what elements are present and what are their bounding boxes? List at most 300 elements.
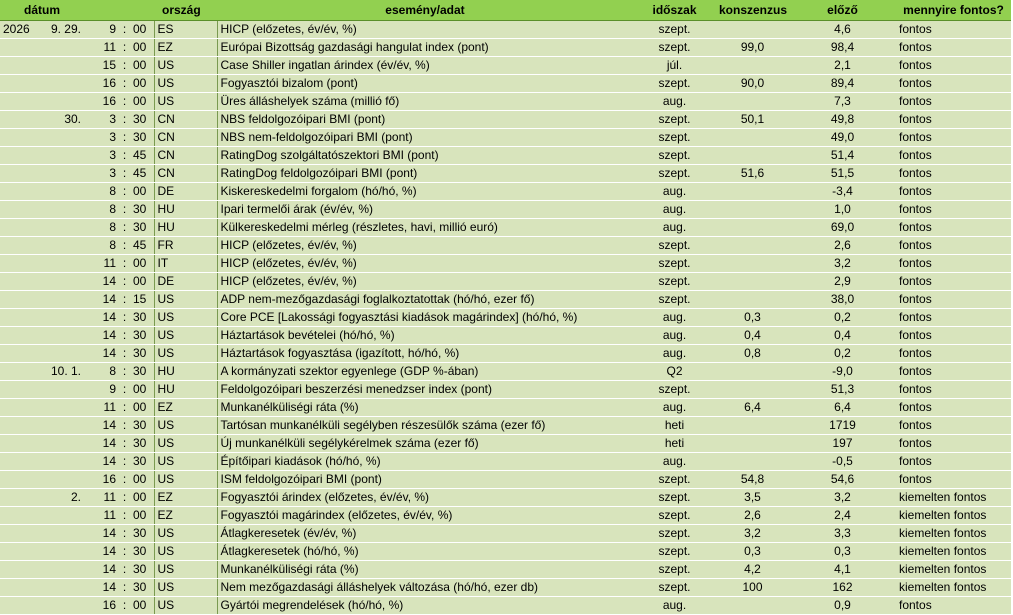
importance-cell: fontos xyxy=(896,291,1011,309)
importance-cell: fontos xyxy=(896,75,1011,93)
table-row xyxy=(0,435,1011,453)
event-cell: Munkanélküliségi ráta (%) xyxy=(217,561,633,579)
date-year-cell xyxy=(0,345,42,363)
previous-cell: 1,0 xyxy=(789,201,896,219)
period-cell: aug. xyxy=(633,597,716,615)
country-cell: US xyxy=(154,543,217,561)
importance-cell: fontos xyxy=(896,201,1011,219)
time-hour-cell: 14 xyxy=(84,291,120,309)
previous-cell: 2,4 xyxy=(789,507,896,525)
date-day-cell xyxy=(42,219,84,237)
importance-cell: kiemelten fontos xyxy=(896,507,1011,525)
time-minute-cell: 30 xyxy=(129,201,154,219)
consensus-cell: 54,8 xyxy=(716,471,789,489)
importance-cell: fontos xyxy=(896,129,1011,147)
event-cell: Feldolgozóipari beszerzési menedzser index (pont) xyxy=(217,381,633,399)
time-minute-cell: 30 xyxy=(129,345,154,363)
period-cell: szept. xyxy=(633,21,716,39)
period-cell: szept. xyxy=(633,273,716,291)
time-minute-cell: 00 xyxy=(129,489,154,507)
date-year-cell xyxy=(0,183,42,201)
previous-cell: 3,2 xyxy=(789,489,896,507)
time-hour-cell: 14 xyxy=(84,543,120,561)
event-cell: Ipari termelői árak (év/év, %) xyxy=(217,201,633,219)
event-cell: Építőipari kiadások (hó/hó, %) xyxy=(217,453,633,471)
time-separator: : xyxy=(120,75,129,93)
previous-cell: 2,1 xyxy=(789,57,896,75)
table-row xyxy=(0,291,1011,309)
date-year-cell xyxy=(0,273,42,291)
time-minute-cell: 00 xyxy=(129,93,154,111)
event-cell: Tartósan munkanélküli segélyben részesülők száma (ezer fő) xyxy=(217,417,633,435)
event-cell: HICP (előzetes, év/év, %) xyxy=(217,255,633,273)
date-year-cell xyxy=(0,525,42,543)
country-cell: US xyxy=(154,525,217,543)
table-row xyxy=(0,147,1011,165)
period-cell: aug. xyxy=(633,201,716,219)
date-day-cell xyxy=(42,273,84,291)
country-cell: ES xyxy=(154,21,217,39)
time-hour-cell: 14 xyxy=(84,579,120,597)
time-minute-cell: 00 xyxy=(129,273,154,291)
table-row xyxy=(0,489,1011,507)
time-separator: : xyxy=(120,417,129,435)
event-cell: HICP (előzetes, év/év, %) xyxy=(217,21,633,39)
consensus-cell: 51,6 xyxy=(716,165,789,183)
time-minute-cell: 30 xyxy=(129,129,154,147)
country-cell: US xyxy=(154,597,217,615)
time-separator: : xyxy=(120,579,129,597)
header-previous: előző xyxy=(789,0,896,21)
time-separator: : xyxy=(120,363,129,381)
event-cell: NBS nem-feldolgozóipari BMI (pont) xyxy=(217,129,633,147)
date-year-cell xyxy=(0,255,42,273)
table-row xyxy=(0,201,1011,219)
importance-cell: fontos xyxy=(896,165,1011,183)
period-cell: szept. xyxy=(633,147,716,165)
time-separator: : xyxy=(120,93,129,111)
event-cell: Fogyasztói bizalom (pont) xyxy=(217,75,633,93)
importance-cell: fontos xyxy=(896,471,1011,489)
date-day-cell xyxy=(42,543,84,561)
previous-cell: 2,9 xyxy=(789,273,896,291)
date-day-cell: 30. xyxy=(42,111,84,129)
consensus-cell xyxy=(716,237,789,255)
date-day-cell xyxy=(42,183,84,201)
date-day-cell xyxy=(42,453,84,471)
table-row xyxy=(0,363,1011,381)
table-row xyxy=(0,417,1011,435)
table-row xyxy=(0,561,1011,579)
country-cell: US xyxy=(154,93,217,111)
country-cell: US xyxy=(154,327,217,345)
time-separator: : xyxy=(120,219,129,237)
date-day-cell xyxy=(42,597,84,615)
date-day-cell xyxy=(42,381,84,399)
previous-cell: 0,3 xyxy=(789,543,896,561)
date-year-cell: 2026 xyxy=(0,21,42,39)
time-minute-cell: 00 xyxy=(129,471,154,489)
event-cell: Átlagkeresetek (hó/hó, %) xyxy=(217,543,633,561)
previous-cell: 69,0 xyxy=(789,219,896,237)
consensus-cell: 3,2 xyxy=(716,525,789,543)
time-hour-cell: 8 xyxy=(84,363,120,381)
event-cell: Európai Bizottság gazdasági hangulat index (pont) xyxy=(217,39,633,57)
importance-cell: fontos xyxy=(896,453,1011,471)
consensus-cell: 4,2 xyxy=(716,561,789,579)
previous-cell: 6,4 xyxy=(789,399,896,417)
country-cell: DE xyxy=(154,183,217,201)
event-cell: ISM feldolgozóipari BMI (pont) xyxy=(217,471,633,489)
time-hour-cell: 11 xyxy=(84,399,120,417)
date-year-cell xyxy=(0,309,42,327)
table-row xyxy=(0,237,1011,255)
date-year-cell xyxy=(0,327,42,345)
importance-cell: fontos xyxy=(896,381,1011,399)
time-hour-cell: 16 xyxy=(84,75,120,93)
period-cell: szept. xyxy=(633,237,716,255)
event-cell: Külkereskedelmi mérleg (részletes, havi, millió euró) xyxy=(217,219,633,237)
date-year-cell xyxy=(0,75,42,93)
date-day-cell xyxy=(42,201,84,219)
period-cell: aug. xyxy=(633,327,716,345)
time-hour-cell: 11 xyxy=(84,489,120,507)
table-row xyxy=(0,111,1011,129)
date-day-cell xyxy=(42,507,84,525)
time-minute-cell: 30 xyxy=(129,543,154,561)
time-separator: : xyxy=(120,327,129,345)
date-year-cell xyxy=(0,129,42,147)
period-cell: szept. xyxy=(633,507,716,525)
event-cell: Üres álláshelyek száma (millió fő) xyxy=(217,93,633,111)
date-year-cell xyxy=(0,399,42,417)
date-day-cell xyxy=(42,129,84,147)
consensus-cell xyxy=(716,255,789,273)
date-day-cell xyxy=(42,327,84,345)
time-hour-cell: 3 xyxy=(84,111,120,129)
time-hour-cell: 8 xyxy=(84,219,120,237)
previous-cell: 2,6 xyxy=(789,237,896,255)
importance-cell: fontos xyxy=(896,111,1011,129)
consensus-cell xyxy=(716,57,789,75)
date-day-cell xyxy=(42,93,84,111)
table-row xyxy=(0,273,1011,291)
previous-cell: -0,5 xyxy=(789,453,896,471)
importance-cell: fontos xyxy=(896,363,1011,381)
importance-cell: fontos xyxy=(896,57,1011,75)
consensus-cell: 90,0 xyxy=(716,75,789,93)
period-cell: szept. xyxy=(633,579,716,597)
time-minute-cell: 00 xyxy=(129,39,154,57)
time-separator: : xyxy=(120,273,129,291)
table-row xyxy=(0,327,1011,345)
country-cell: US xyxy=(154,345,217,363)
period-cell: aug. xyxy=(633,183,716,201)
period-cell: szept. xyxy=(633,471,716,489)
time-separator: : xyxy=(120,201,129,219)
time-separator: : xyxy=(120,507,129,525)
consensus-cell xyxy=(716,21,789,39)
time-separator: : xyxy=(120,543,129,561)
period-cell: aug. xyxy=(633,399,716,417)
event-cell: Gyártói megrendelések (hó/hó, %) xyxy=(217,597,633,615)
previous-cell: 49,8 xyxy=(789,111,896,129)
time-minute-cell: 30 xyxy=(129,525,154,543)
time-hour-cell: 14 xyxy=(84,327,120,345)
time-separator: : xyxy=(120,147,129,165)
time-minute-cell: 30 xyxy=(129,111,154,129)
table-row xyxy=(0,525,1011,543)
date-day-cell xyxy=(42,525,84,543)
time-separator: : xyxy=(120,345,129,363)
importance-cell: fontos xyxy=(896,597,1011,615)
period-cell: heti xyxy=(633,435,716,453)
date-year-cell xyxy=(0,579,42,597)
previous-cell: 51,3 xyxy=(789,381,896,399)
previous-cell: -3,4 xyxy=(789,183,896,201)
consensus-cell xyxy=(716,435,789,453)
table-row xyxy=(0,399,1011,417)
importance-cell: fontos xyxy=(896,21,1011,39)
consensus-cell xyxy=(716,219,789,237)
country-cell: EZ xyxy=(154,39,217,57)
table-row xyxy=(0,57,1011,75)
date-year-cell xyxy=(0,147,42,165)
time-minute-cell: 30 xyxy=(129,363,154,381)
period-cell: aug. xyxy=(633,453,716,471)
country-cell: US xyxy=(154,309,217,327)
period-cell: szept. xyxy=(633,525,716,543)
date-year-cell xyxy=(0,543,42,561)
table-row xyxy=(0,255,1011,273)
table-row xyxy=(0,309,1011,327)
time-minute-cell: 30 xyxy=(129,219,154,237)
time-minute-cell: 15 xyxy=(129,291,154,309)
importance-cell: fontos xyxy=(896,309,1011,327)
event-cell: Fogyasztói árindex (előzetes, év/év, %) xyxy=(217,489,633,507)
previous-cell: 0,2 xyxy=(789,309,896,327)
date-year-cell xyxy=(0,219,42,237)
time-hour-cell: 14 xyxy=(84,453,120,471)
date-day-cell xyxy=(42,417,84,435)
table-row xyxy=(0,543,1011,561)
importance-cell: kiemelten fontos xyxy=(896,579,1011,597)
date-day-cell xyxy=(42,399,84,417)
country-cell: EZ xyxy=(154,507,217,525)
date-day-cell xyxy=(42,255,84,273)
date-day-cell: 9. 29. xyxy=(42,21,84,39)
importance-cell: fontos xyxy=(896,255,1011,273)
time-hour-cell: 3 xyxy=(84,147,120,165)
date-year-cell xyxy=(0,417,42,435)
time-separator: : xyxy=(120,291,129,309)
importance-cell: fontos xyxy=(896,345,1011,363)
date-day-cell xyxy=(42,471,84,489)
consensus-cell: 6,4 xyxy=(716,399,789,417)
date-day-cell xyxy=(42,237,84,255)
event-cell: Új munkanélküli segélykérelmek száma (ezer fő) xyxy=(217,435,633,453)
importance-cell: kiemelten fontos xyxy=(896,525,1011,543)
time-hour-cell: 8 xyxy=(84,201,120,219)
time-separator: : xyxy=(120,21,129,39)
time-minute-cell: 00 xyxy=(129,183,154,201)
time-separator: : xyxy=(120,111,129,129)
period-cell: szept. xyxy=(633,129,716,147)
time-separator: : xyxy=(120,399,129,417)
time-hour-cell: 11 xyxy=(84,39,120,57)
event-cell: HICP (előzetes, év/év, %) xyxy=(217,237,633,255)
importance-cell: fontos xyxy=(896,435,1011,453)
previous-cell: 89,4 xyxy=(789,75,896,93)
previous-cell: 197 xyxy=(789,435,896,453)
time-separator: : xyxy=(120,255,129,273)
event-cell: Case Shiller ingatlan árindex (év/év, %) xyxy=(217,57,633,75)
importance-cell: fontos xyxy=(896,237,1011,255)
table-row xyxy=(0,75,1011,93)
table-row xyxy=(0,345,1011,363)
time-minute-cell: 00 xyxy=(129,507,154,525)
time-hour-cell: 3 xyxy=(84,165,120,183)
importance-cell: fontos xyxy=(896,273,1011,291)
time-hour-cell: 16 xyxy=(84,597,120,615)
date-day-cell xyxy=(42,291,84,309)
period-cell: szept. xyxy=(633,381,716,399)
consensus-cell xyxy=(716,417,789,435)
country-cell: US xyxy=(154,579,217,597)
table-body xyxy=(0,21,1011,615)
date-day-cell xyxy=(42,39,84,57)
date-year-cell xyxy=(0,237,42,255)
period-cell: szept. xyxy=(633,561,716,579)
importance-cell: fontos xyxy=(896,147,1011,165)
time-minute-cell: 00 xyxy=(129,381,154,399)
date-day-cell: 10. 1. xyxy=(42,363,84,381)
date-year-cell xyxy=(0,435,42,453)
consensus-cell xyxy=(716,183,789,201)
date-day-cell xyxy=(42,561,84,579)
header-importance: mennyire fontos? xyxy=(896,0,1011,21)
date-year-cell xyxy=(0,561,42,579)
consensus-cell xyxy=(716,201,789,219)
date-year-cell xyxy=(0,489,42,507)
previous-cell: 1719 xyxy=(789,417,896,435)
time-minute-cell: 30 xyxy=(129,561,154,579)
header-date: dátum xyxy=(0,0,84,21)
time-minute-cell: 45 xyxy=(129,165,154,183)
time-separator: : xyxy=(120,57,129,75)
table-row xyxy=(0,165,1011,183)
consensus-cell xyxy=(716,93,789,111)
date-year-cell xyxy=(0,57,42,75)
country-cell: US xyxy=(154,471,217,489)
date-year-cell xyxy=(0,201,42,219)
country-cell: IT xyxy=(154,255,217,273)
date-day-cell: 2. xyxy=(42,489,84,507)
time-minute-cell: 45 xyxy=(129,147,154,165)
country-cell: FR xyxy=(154,237,217,255)
consensus-cell xyxy=(716,129,789,147)
consensus-cell: 50,1 xyxy=(716,111,789,129)
time-hour-cell: 8 xyxy=(84,183,120,201)
period-cell: szept. xyxy=(633,75,716,93)
time-hour-cell: 14 xyxy=(84,417,120,435)
table-row xyxy=(0,381,1011,399)
time-minute-cell: 30 xyxy=(129,417,154,435)
importance-cell: fontos xyxy=(896,399,1011,417)
importance-cell: fontos xyxy=(896,183,1011,201)
time-hour-cell: 14 xyxy=(84,561,120,579)
previous-cell: 0,4 xyxy=(789,327,896,345)
period-cell: heti xyxy=(633,417,716,435)
event-cell: Munkanélküliségi ráta (%) xyxy=(217,399,633,417)
previous-cell: 51,5 xyxy=(789,165,896,183)
consensus-cell: 0,8 xyxy=(716,345,789,363)
date-day-cell xyxy=(42,57,84,75)
period-cell: aug. xyxy=(633,219,716,237)
time-hour-cell: 9 xyxy=(84,21,120,39)
date-year-cell xyxy=(0,291,42,309)
country-cell: DE xyxy=(154,273,217,291)
period-cell: szept. xyxy=(633,111,716,129)
time-hour-cell: 14 xyxy=(84,273,120,291)
previous-cell: 162 xyxy=(789,579,896,597)
date-day-cell xyxy=(42,147,84,165)
header-row xyxy=(0,0,1011,21)
date-day-cell xyxy=(42,165,84,183)
event-cell: Háztartások bevételei (hó/hó, %) xyxy=(217,327,633,345)
country-cell: CN xyxy=(154,111,217,129)
date-year-cell xyxy=(0,381,42,399)
time-hour-cell: 16 xyxy=(84,471,120,489)
time-separator: : xyxy=(120,597,129,615)
previous-cell: 0,9 xyxy=(789,597,896,615)
period-cell: szept. xyxy=(633,39,716,57)
importance-cell: fontos xyxy=(896,39,1011,57)
time-hour-cell: 9 xyxy=(84,381,120,399)
table-row xyxy=(0,93,1011,111)
time-hour-cell: 11 xyxy=(84,255,120,273)
table-row xyxy=(0,219,1011,237)
table-row xyxy=(0,453,1011,471)
time-hour-cell: 3 xyxy=(84,129,120,147)
consensus-cell xyxy=(716,273,789,291)
previous-cell: 98,4 xyxy=(789,39,896,57)
time-separator: : xyxy=(120,39,129,57)
time-minute-cell: 00 xyxy=(129,399,154,417)
time-separator: : xyxy=(120,453,129,471)
table-row xyxy=(0,39,1011,57)
country-cell: EZ xyxy=(154,489,217,507)
time-separator: : xyxy=(120,525,129,543)
time-minute-cell: 00 xyxy=(129,21,154,39)
country-cell: HU xyxy=(154,219,217,237)
country-cell: US xyxy=(154,417,217,435)
period-cell: aug. xyxy=(633,93,716,111)
time-minute-cell: 30 xyxy=(129,435,154,453)
previous-cell: 7,3 xyxy=(789,93,896,111)
header-event: esemény/adat xyxy=(217,0,633,21)
country-cell: CN xyxy=(154,129,217,147)
date-year-cell xyxy=(0,39,42,57)
time-separator: : xyxy=(120,165,129,183)
time-separator: : xyxy=(120,471,129,489)
importance-cell: fontos xyxy=(896,219,1011,237)
date-day-cell xyxy=(42,345,84,363)
table-row xyxy=(0,21,1011,39)
event-cell: ADP nem-mezőgazdasági foglalkoztatottak (hó/hó, ezer fő) xyxy=(217,291,633,309)
time-hour-cell: 14 xyxy=(84,435,120,453)
country-cell: US xyxy=(154,75,217,93)
